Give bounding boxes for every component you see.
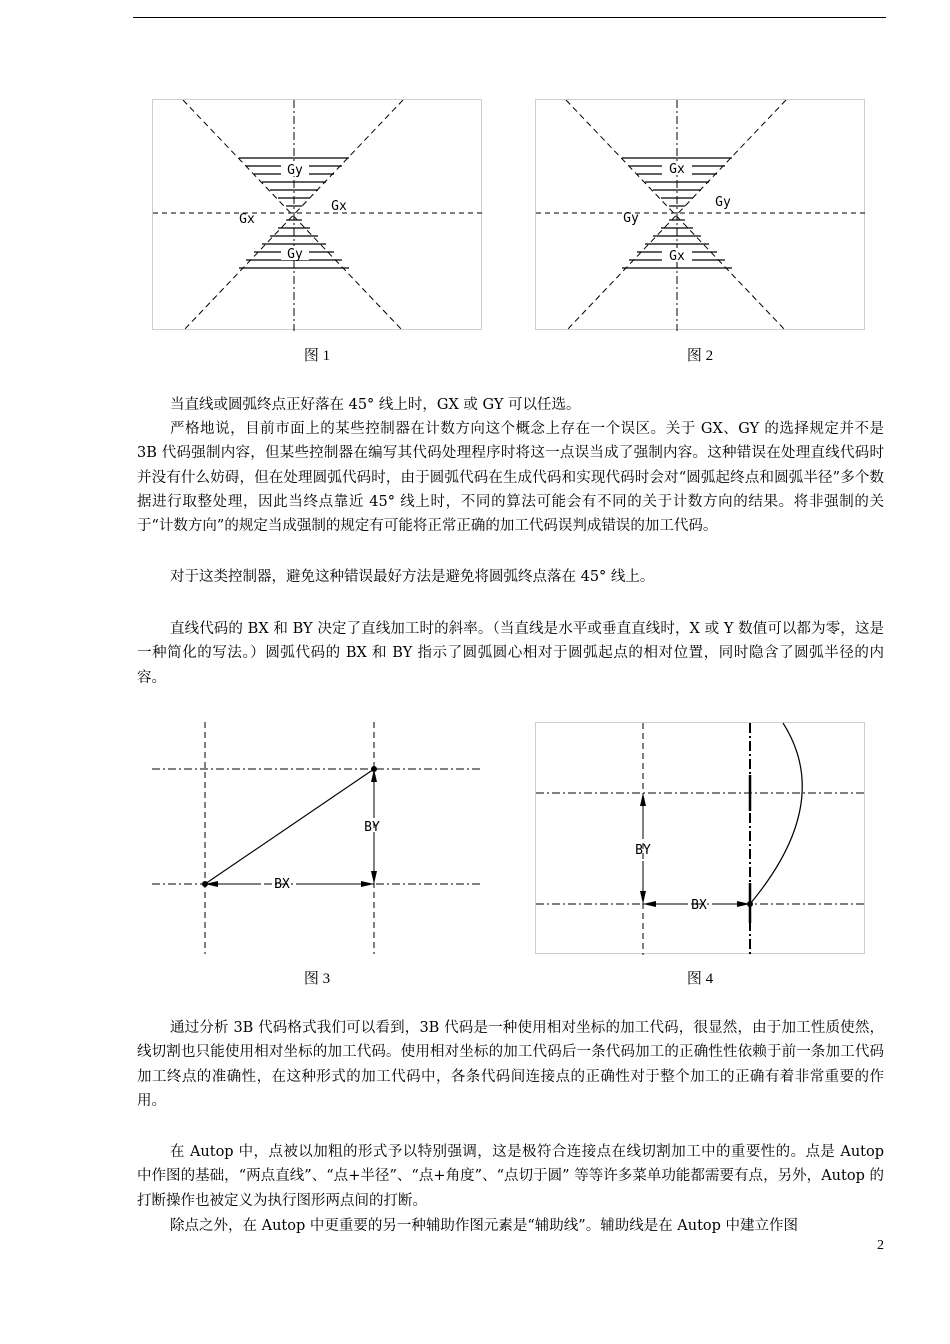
- paragraph-bx-by: 直线代码的 BX 和 BY 决定了直线加工时的斜率。（当直线是水平或垂直直线时，X 或 Y 数值可以都为零，这是一种简化的写法。）圆弧代码的 BX 和 BY 指示了圆弧圆心相对于圆弧起点的相对位置，同时隐含了圆弧半径的内容。: [137, 621, 884, 686]
- fig4-label-bx: BX: [691, 898, 707, 913]
- figure-4: [535, 722, 865, 954]
- fig2-label-left: Gy: [623, 211, 639, 226]
- fig3-label-by: BY: [364, 820, 380, 835]
- paragraph-controller-misconception: 严格地说，目前市面上的某些控制器在计数方向这个概念上存在一个误区。关于 GX、GY 的选择规定并不是 3B 代码强制内容，但某些控制器在编写其代码处理程序时将这一点误当成了强制内容。这种错误在处理直线代码时并没有什么妨碍，但在处理圆弧代码时，由于圆弧代码在生成代码和实现代码时会对“圆弧起终点和圆弧半径”多个数据进行取整处理，因此当终点靠近 45° 线上时，不同的算法可能会有不同的关于计数方向的结果。将非强制的关于“计数方向”的规定当成强制的规定有可能将正常正确的加工代码误判成错误的加工代码。: [137, 421, 884, 535]
- fig1-label-right: Gx: [331, 199, 347, 214]
- figure-1: [152, 99, 482, 330]
- figure-2: [535, 99, 865, 330]
- paragraph-autop-points: 在 Autop 中，点被以加粗的形式予以特别强调，这是极符合连接点在线切割加工中的重要性的。点是 Autop 中作图的基础，“两点直线”、“点+半径”、“点+角度”、“点切于圆” 等等许多菜单功能都需要有点，另外，Autop 的打断操作也被定义为执行图形两点间的打断。: [137, 1144, 884, 1209]
- paragraph-auxiliary-lines: 除点之外，在 Autop 中更重要的另一种辅助作图元素是“辅助线”。辅助线是在 Autop 中建立作图: [170, 1218, 799, 1234]
- figure-2-caption: 图 2: [686, 348, 714, 364]
- page-number: 2: [877, 1238, 884, 1253]
- paragraph-relative-coordinates: 通过分析 3B 代码格式我们可以看到，3B 代码是一种使用相对坐标的加工代码，很显然，由于加工性质使然，线切割也只能使用相对坐标的加工代码。使用相对坐标的加工代码后一条代码加工的正确性性依赖于前一条加工代码加工终点的准确性，在这种形式的加工代码中，各条代码间连接点的正确性对于整个加工的正确有着非常重要的作用。: [137, 1020, 884, 1109]
- figure-1-caption: 图 1: [303, 348, 331, 364]
- fig2-label-top: Gx: [669, 162, 685, 177]
- fig2-label-right: Gy: [715, 195, 731, 210]
- fig1-label-left: Gx: [239, 212, 255, 227]
- header-rule: [133, 17, 886, 18]
- figure-4-caption: 图 4: [686, 971, 714, 987]
- figure-3: [152, 722, 482, 954]
- figure-3-caption: 图 3: [303, 971, 331, 987]
- fig1-label-bottom: Gy: [287, 247, 303, 262]
- fig2-label-bottom: Gx: [669, 249, 685, 264]
- paragraph-avoid-error: 对于这类控制器，避免这种错误最好方法是避免将圆弧终点落在 45° 线上。: [170, 569, 655, 585]
- paragraph-45-degree: 当直线或圆弧终点正好落在 45° 线上时，GX 或 GY 可以任选。: [170, 397, 581, 413]
- fig3-label-bx: BX: [274, 877, 290, 892]
- fig4-label-by: BY: [635, 843, 651, 858]
- fig1-label-top: Gy: [287, 163, 303, 178]
